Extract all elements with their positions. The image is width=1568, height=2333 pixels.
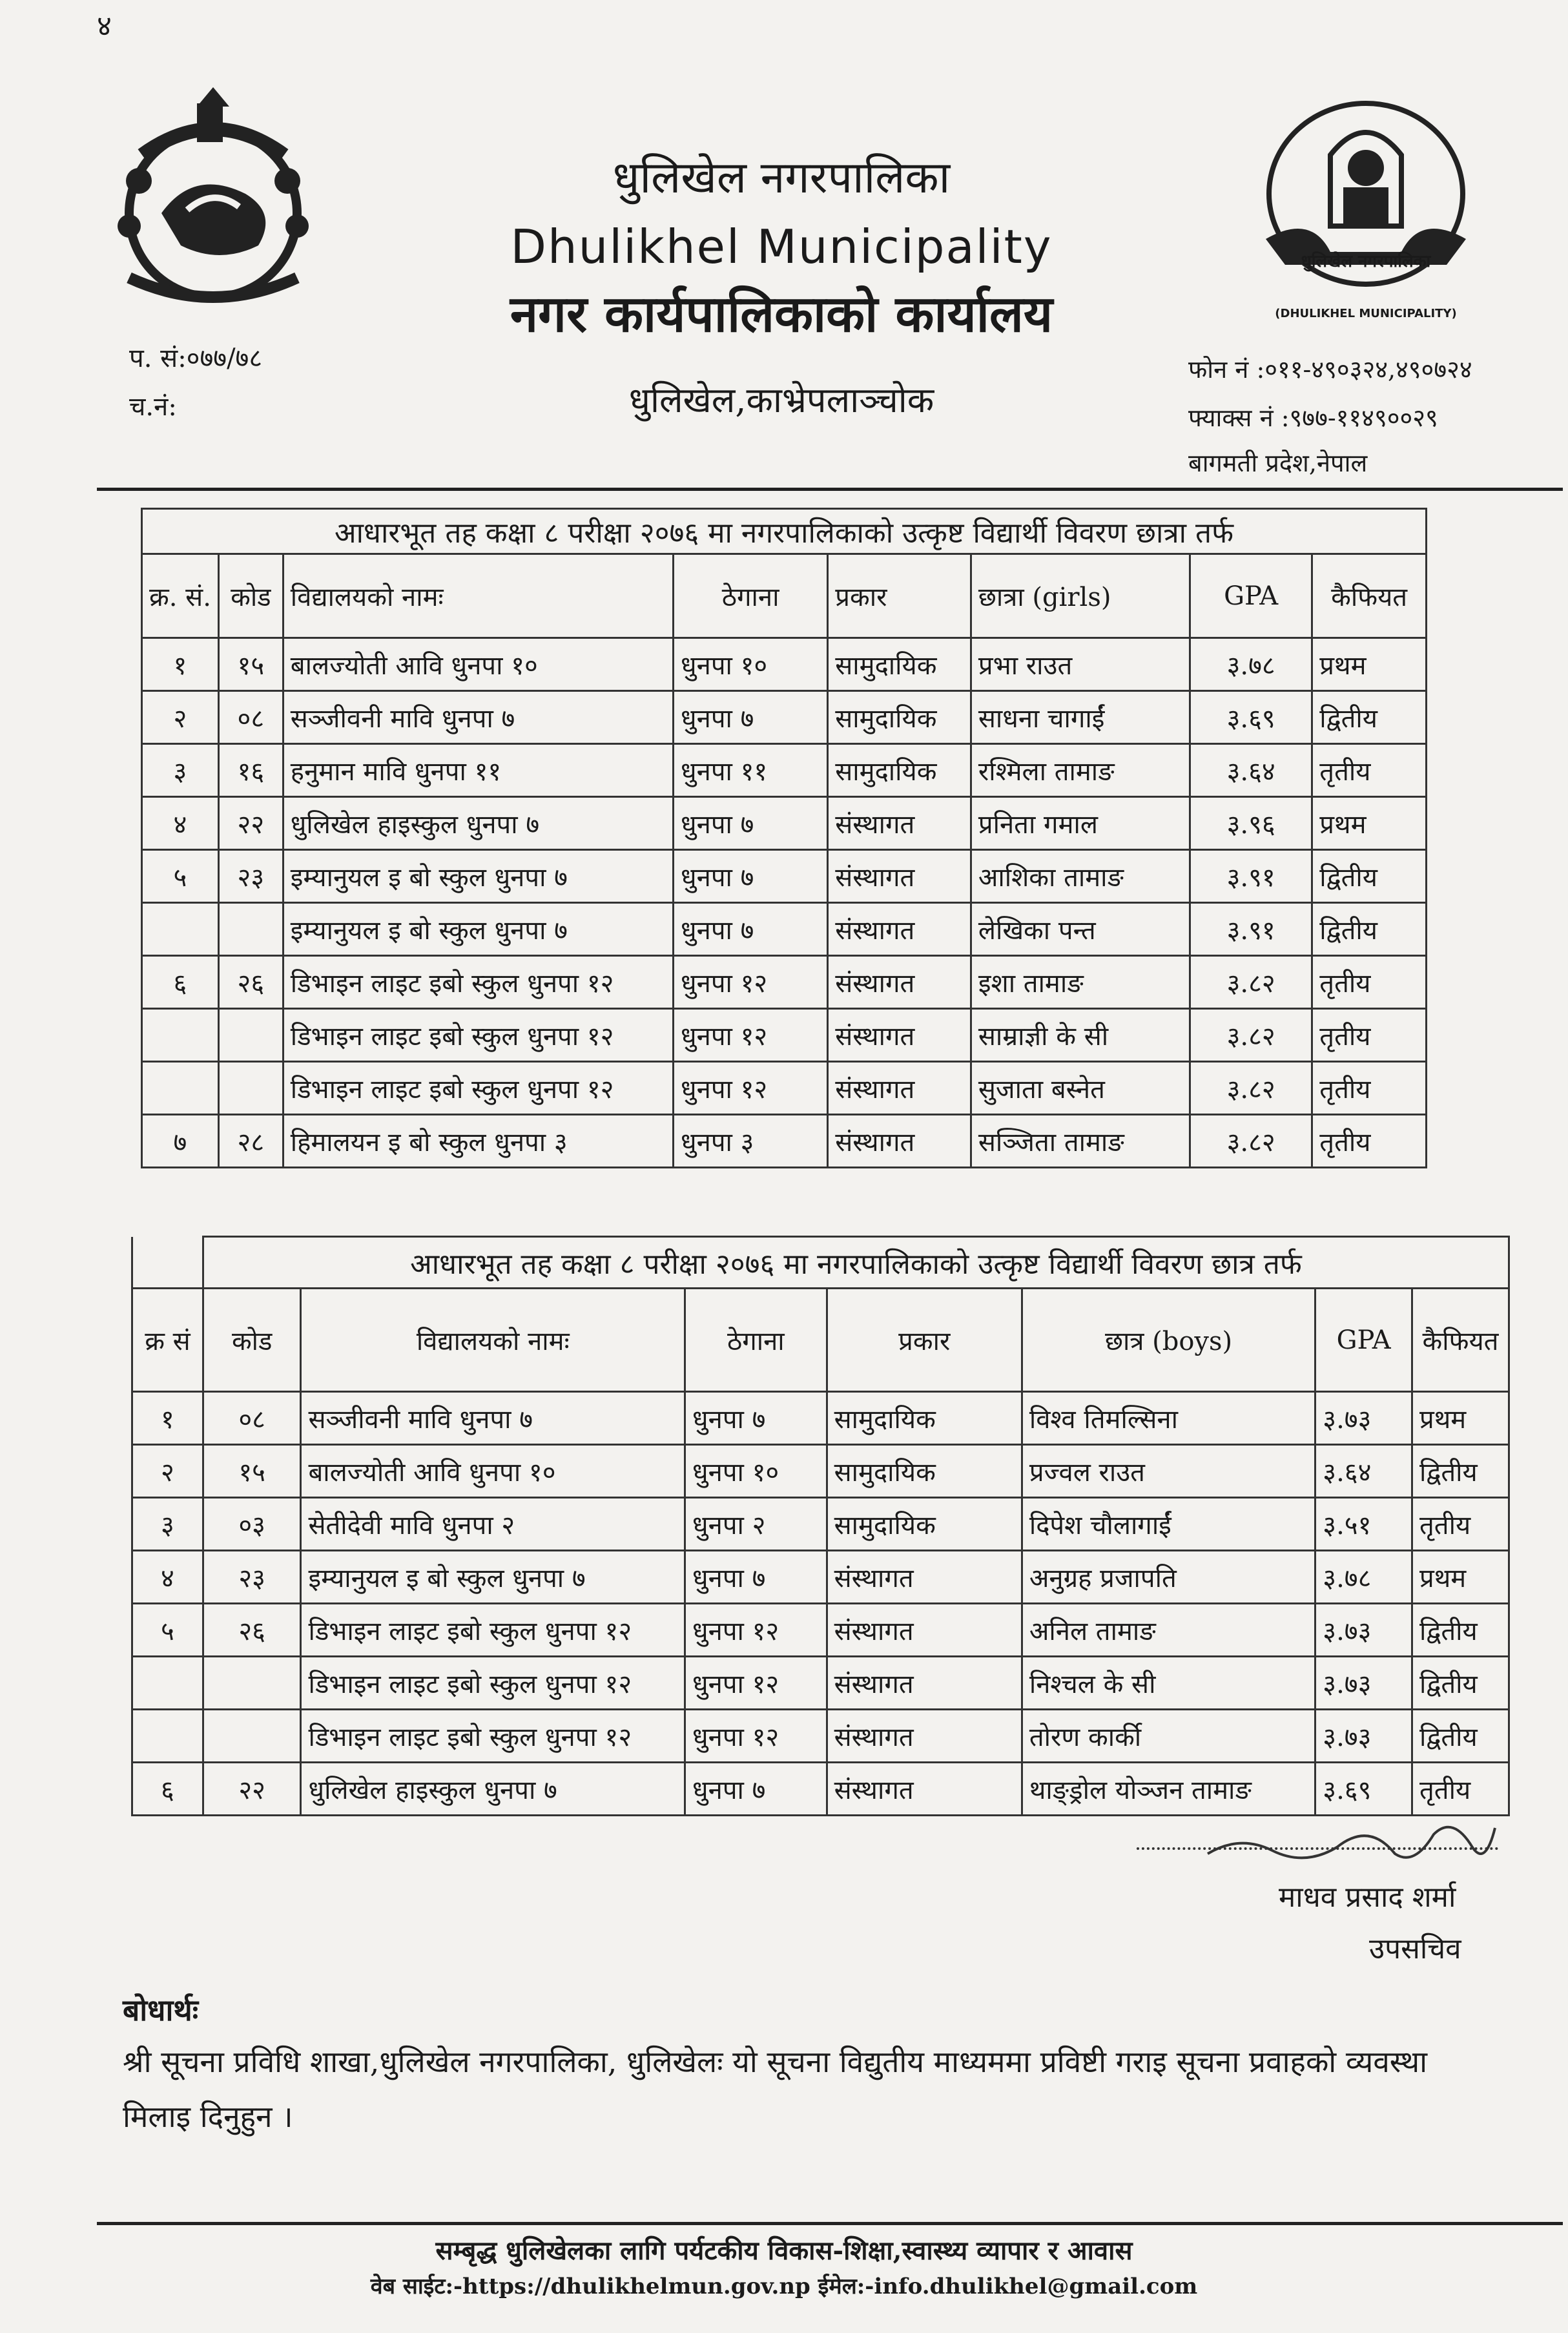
table-cell: ३.६४ bbox=[1190, 744, 1312, 797]
table-cell: २२ bbox=[218, 797, 283, 850]
table-cell: धुनपा १२ bbox=[674, 956, 828, 1009]
header-rule bbox=[97, 488, 1563, 491]
table-cell: ५ bbox=[132, 1604, 203, 1657]
table-cell: ३.९१ bbox=[1190, 903, 1312, 956]
col-header: ठेगाना bbox=[674, 554, 828, 638]
footer-contact: वेब साईट:-https://dhulikhelmun.gov.np ईमेल:-info.dhulikhel@gmail.com bbox=[370, 2274, 1198, 2299]
col-header: कोड bbox=[218, 554, 283, 638]
table-cell: सामुदायिक bbox=[827, 1445, 1022, 1498]
fax-number: फ्याक्स नं :९७७-११४९००२९ bbox=[1188, 404, 1438, 432]
table-cell: २६ bbox=[218, 956, 283, 1009]
table-cell: सामुदायिक bbox=[828, 638, 971, 691]
table-cell: ३.७३ bbox=[1315, 1392, 1412, 1445]
table-cell: सञ्जिता तामाङ bbox=[971, 1115, 1190, 1168]
table-cell: संस्थागत bbox=[827, 1763, 1022, 1816]
municipality-name-en: Dhulikhel Municipality bbox=[510, 220, 1053, 274]
table-cell: संस्थागत bbox=[827, 1657, 1022, 1710]
col-header: प्रकार bbox=[827, 1289, 1022, 1392]
table-cell: द्वितीय bbox=[1412, 1445, 1509, 1498]
table-cell: ३.७८ bbox=[1190, 638, 1312, 691]
signatory-name: माधव प्रसाद शर्मा bbox=[1279, 1881, 1456, 1914]
table-cell bbox=[203, 1710, 301, 1763]
table-row bbox=[142, 1115, 1427, 1168]
table-cell: थाङ्ड्रोल योञ्जन तामाङ bbox=[1022, 1763, 1315, 1816]
table-cell: द्वितीय bbox=[1312, 850, 1427, 903]
col-header: प्रकार bbox=[828, 554, 971, 638]
table-cell: १ bbox=[142, 638, 219, 691]
table-cell: तृतीय bbox=[1312, 956, 1427, 1009]
table-cell: प्रज्वल राउत bbox=[1022, 1445, 1315, 1498]
table-row bbox=[132, 1657, 1509, 1710]
table-cell: ३.७८ bbox=[1315, 1551, 1412, 1604]
table-cell: तृतीय bbox=[1312, 1062, 1427, 1115]
table-cell: संस्थागत bbox=[828, 797, 971, 850]
table-cell: साधना चागाईं bbox=[971, 691, 1190, 744]
table-cell: सामुदायिक bbox=[828, 744, 971, 797]
table-cell: धुनपा ७ bbox=[685, 1763, 827, 1816]
table-cell: सामुदायिक bbox=[828, 691, 971, 744]
table-cell: इम्यानुयल इ बो स्कुल धुनपा ७ bbox=[283, 903, 673, 956]
table-cell: विश्व तिमल्सिना bbox=[1022, 1392, 1315, 1445]
boys-table-title: आधारभूत तह कक्षा ८ परीक्षा २०७६ मा नगरपालिकाको उत्कृष्ट विद्यार्थी विवरण छात्र तर्फ bbox=[203, 1237, 1509, 1289]
table-row bbox=[132, 1498, 1509, 1551]
table-row bbox=[142, 850, 1427, 903]
table-cell: धुनपा ७ bbox=[674, 850, 828, 903]
table-cell: धुलिखेल हाइस्कुल धुनपा ७ bbox=[301, 1763, 685, 1816]
girls-results-table bbox=[141, 508, 1427, 1168]
signature-scribble-icon bbox=[1201, 1809, 1498, 1873]
table-cell: सामुदायिक bbox=[827, 1392, 1022, 1445]
logo-caption-np: धुलिखेल नगरपालिका bbox=[1301, 252, 1431, 271]
table-cell: सञ्जीवनी मावि धुनपा ७ bbox=[283, 691, 673, 744]
table-cell: १५ bbox=[218, 638, 283, 691]
table-row bbox=[142, 1009, 1427, 1062]
col-header: कैफियत bbox=[1412, 1289, 1509, 1392]
table-cell: प्रथम bbox=[1412, 1392, 1509, 1445]
boys-table-header bbox=[132, 1289, 1509, 1392]
table-row bbox=[142, 956, 1427, 1009]
table-cell: ०८ bbox=[218, 691, 283, 744]
table-cell: १ bbox=[132, 1392, 203, 1445]
table-cell: सुजाता बस्नेत bbox=[971, 1062, 1190, 1115]
office-name: नगर कार्यपालिकाको कार्यालय bbox=[510, 285, 1053, 344]
table-cell: ३.६४ bbox=[1315, 1445, 1412, 1498]
nepal-emblem-icon bbox=[90, 84, 336, 316]
table-cell: २२ bbox=[203, 1763, 301, 1816]
table-cell: तृतीय bbox=[1312, 744, 1427, 797]
signatory-title: उपसचिव bbox=[1369, 1933, 1461, 1965]
table-row bbox=[132, 1551, 1509, 1604]
page-number: ४ bbox=[97, 10, 112, 43]
table-cell: अनुग्रह प्रजापति bbox=[1022, 1551, 1315, 1604]
table-cell bbox=[142, 903, 219, 956]
table-cell: १६ bbox=[218, 744, 283, 797]
col-header: छात्रा (girls) bbox=[971, 554, 1190, 638]
table-cell: द्वितीय bbox=[1412, 1657, 1509, 1710]
table-cell: हिमालयन इ बो स्कुल धुनपा ३ bbox=[283, 1115, 673, 1168]
table-cell: दिपेश चौलागाईं bbox=[1022, 1498, 1315, 1551]
table-cell: ५ bbox=[142, 850, 219, 903]
table-cell: धुनपा ७ bbox=[674, 691, 828, 744]
table-cell: द्वितीय bbox=[1412, 1604, 1509, 1657]
table-cell: इशा तामाङ bbox=[971, 956, 1190, 1009]
col-header: ठेगाना bbox=[685, 1289, 827, 1392]
table-row bbox=[132, 1445, 1509, 1498]
table-cell: धुनपा ७ bbox=[685, 1392, 827, 1445]
table-cell: धुनपा २ bbox=[685, 1498, 827, 1551]
table-cell bbox=[132, 1657, 203, 1710]
footer-rule bbox=[97, 2222, 1563, 2225]
col-header: कैफियत bbox=[1312, 554, 1427, 638]
table-cell: २६ bbox=[203, 1604, 301, 1657]
office-address: धुलिखेल,काभ्रेपलाञ्चोक bbox=[628, 380, 934, 420]
table-cell: तोरण कार्की bbox=[1022, 1710, 1315, 1763]
table-cell: डिभाइन लाइट इबो स्कुल धुनपा १२ bbox=[301, 1657, 685, 1710]
table-cell: ३.७३ bbox=[1315, 1657, 1412, 1710]
table-cell bbox=[218, 1062, 283, 1115]
table-cell: धुनपा १२ bbox=[685, 1657, 827, 1710]
table-cell: प्रभा राउत bbox=[971, 638, 1190, 691]
col-header: GPA bbox=[1315, 1289, 1412, 1392]
table-cell: धुनपा ७ bbox=[674, 797, 828, 850]
table-cell: ७ bbox=[142, 1115, 219, 1168]
table-cell: सेतीदेवी मावि धुनपा २ bbox=[301, 1498, 685, 1551]
table-cell: तृतीय bbox=[1412, 1498, 1509, 1551]
table-cell: धुनपा १२ bbox=[674, 1009, 828, 1062]
table-row bbox=[132, 1604, 1509, 1657]
table-cell: ३.९१ bbox=[1190, 850, 1312, 903]
table-cell: संस्थागत bbox=[828, 956, 971, 1009]
table-cell: धुनपा १२ bbox=[685, 1710, 827, 1763]
table-cell: प्रथम bbox=[1412, 1551, 1509, 1604]
signature-line bbox=[1137, 1847, 1498, 1851]
table-cell: निश्चल के सी bbox=[1022, 1657, 1315, 1710]
table-cell: धुनपा १० bbox=[674, 638, 828, 691]
table-cell: सञ्जीवनी मावि धुनपा ७ bbox=[301, 1392, 685, 1445]
col-header: GPA bbox=[1190, 554, 1312, 638]
table-cell: ३.८२ bbox=[1190, 1009, 1312, 1062]
table-cell: संस्थागत bbox=[827, 1551, 1022, 1604]
phone-number: फोन नं :०११-४९०३२४,४९०७२४ bbox=[1188, 355, 1472, 384]
table-cell: बालज्योती आवि धुनपा १० bbox=[301, 1445, 685, 1498]
table-cell: २ bbox=[142, 691, 219, 744]
table-cell: द्वितीय bbox=[1312, 691, 1427, 744]
table-cell: प्रथम bbox=[1312, 797, 1427, 850]
table-cell: ३ bbox=[142, 744, 219, 797]
table-row bbox=[142, 638, 1427, 691]
table-cell: लेखिका पन्त bbox=[971, 903, 1190, 956]
girls-table-header bbox=[142, 554, 1427, 638]
table-cell: ३.८२ bbox=[1190, 956, 1312, 1009]
table-row bbox=[142, 691, 1427, 744]
reference-number: प. सं:०७७/७८ bbox=[129, 344, 263, 373]
municipality-name-np: धुलिखेल नगरपालिका bbox=[612, 152, 951, 203]
table-row bbox=[142, 1062, 1427, 1115]
table-cell: १५ bbox=[203, 1445, 301, 1498]
table-cell: तृतीय bbox=[1312, 1009, 1427, 1062]
table-row bbox=[132, 1710, 1509, 1763]
table-cell: ३.६९ bbox=[1190, 691, 1312, 744]
table-cell: आशिका तामाङ bbox=[971, 850, 1190, 903]
table-cell: तृतीय bbox=[1312, 1115, 1427, 1168]
notice-text: श्री सूचना प्रविधि शाखा,धुलिखेल नगरपालिका, धुलिखेलः यो सूचना विद्युतीय माध्यममा प्रविष्टी गराइ सूचना प्रवाहको व्यवस्था मिलाइ दिनुहुन । bbox=[123, 2044, 1428, 2134]
table-cell: ४ bbox=[132, 1551, 203, 1604]
table-cell: डिभाइन लाइट इबो स्कुल धुनपा १२ bbox=[301, 1604, 685, 1657]
logo-caption-en: (DHULIKHEL MUNICIPALITY) bbox=[1275, 307, 1457, 320]
table-cell bbox=[203, 1657, 301, 1710]
dispatch-number: च.नं: bbox=[129, 392, 177, 422]
table-cell: २३ bbox=[218, 850, 283, 903]
table-cell: संस्थागत bbox=[828, 903, 971, 956]
table-cell: धुनपा १० bbox=[685, 1445, 827, 1498]
table-cell: धुनपा ७ bbox=[685, 1551, 827, 1604]
table-cell: ३.६९ bbox=[1315, 1763, 1412, 1816]
table-cell: ४ bbox=[142, 797, 219, 850]
footer-slogan: सम्बृद्ध धुलिखेलका लागि पर्यटकीय विकास-शिक्षा,स्वास्थ्य व्यापार र आवास bbox=[435, 2235, 1133, 2266]
table-cell: संस्थागत bbox=[828, 1115, 971, 1168]
table-cell bbox=[142, 1009, 219, 1062]
table-cell: बालज्योती आवि धुनपा १० bbox=[283, 638, 673, 691]
col-header: कोड bbox=[203, 1289, 301, 1392]
table-cell: ३.५१ bbox=[1315, 1498, 1412, 1551]
table-cell: २३ bbox=[203, 1551, 301, 1604]
table-cell: ३ bbox=[132, 1498, 203, 1551]
table-cell bbox=[218, 903, 283, 956]
table-cell: द्वितीय bbox=[1312, 903, 1427, 956]
table-cell: ०३ bbox=[203, 1498, 301, 1551]
table-cell: हनुमान मावि धुनपा ११ bbox=[283, 744, 673, 797]
table-cell: ३.९६ bbox=[1190, 797, 1312, 850]
table-cell: धुनपा ११ bbox=[674, 744, 828, 797]
table-cell: डिभाइन लाइट इबो स्कुल धुनपा १२ bbox=[301, 1710, 685, 1763]
table-cell: प्रनिता गमाल bbox=[971, 797, 1190, 850]
table-cell: ३.७३ bbox=[1315, 1710, 1412, 1763]
table-row bbox=[132, 1763, 1509, 1816]
table-cell: ०८ bbox=[203, 1392, 301, 1445]
table-row bbox=[142, 797, 1427, 850]
municipality-logo-icon bbox=[1253, 97, 1479, 329]
table-cell: तृतीय bbox=[1412, 1763, 1509, 1816]
table-cell: साम्राज्ञी के सी bbox=[971, 1009, 1190, 1062]
table-cell: संस्थागत bbox=[827, 1710, 1022, 1763]
table-cell bbox=[142, 1062, 219, 1115]
table-cell: ३.८२ bbox=[1190, 1115, 1312, 1168]
table-cell: संस्थागत bbox=[828, 1009, 971, 1062]
col-header: विद्यालयको नामः bbox=[301, 1289, 685, 1392]
table-cell: ३.८२ bbox=[1190, 1062, 1312, 1115]
table-cell: डिभाइन लाइट इबो स्कुल धुनपा १२ bbox=[283, 1062, 673, 1115]
table-cell bbox=[218, 1009, 283, 1062]
table-cell: द्वितीय bbox=[1412, 1710, 1509, 1763]
province-text: बागमती प्रदेश,नेपाल bbox=[1188, 449, 1368, 477]
table-cell: इम्यानुयल इ बो स्कुल धुनपा ७ bbox=[283, 850, 673, 903]
boys-results-table bbox=[131, 1236, 1510, 1816]
table-cell: धुनपा ३ bbox=[674, 1115, 828, 1168]
table-cell: ६ bbox=[142, 956, 219, 1009]
table-cell: डिभाइन लाइट इबो स्कुल धुनपा १२ bbox=[283, 1009, 673, 1062]
girls-table-title: आधारभूत तह कक्षा ८ परीक्षा २०७६ मा नगरपालिकाको उत्कृष्ट विद्यार्थी विवरण छात्रा तर्फ bbox=[142, 509, 1427, 554]
table-cell: संस्थागत bbox=[828, 850, 971, 903]
table-cell: संस्थागत bbox=[827, 1604, 1022, 1657]
table-cell: धुनपा १२ bbox=[685, 1604, 827, 1657]
table-cell: रश्मिला तामाङ bbox=[971, 744, 1190, 797]
table-cell: धुनपा १२ bbox=[674, 1062, 828, 1115]
col-header: क्र सं bbox=[132, 1289, 203, 1392]
table-cell: प्रथम bbox=[1312, 638, 1427, 691]
table-cell: धुलिखेल हाइस्कुल धुनपा ७ bbox=[283, 797, 673, 850]
table-cell bbox=[132, 1710, 203, 1763]
table-cell: संस्थागत bbox=[828, 1062, 971, 1115]
table-cell: २८ bbox=[218, 1115, 283, 1168]
table-row bbox=[142, 903, 1427, 956]
table-row bbox=[132, 1392, 1509, 1445]
table-cell: डिभाइन लाइट इबो स्कुल धुनपा १२ bbox=[283, 956, 673, 1009]
table-cell: धुनपा ७ bbox=[674, 903, 828, 956]
notice-label: बोधार्थः bbox=[123, 1993, 199, 2027]
col-header: छात्र (boys) bbox=[1022, 1289, 1315, 1392]
col-header: क्र. सं. bbox=[142, 554, 219, 638]
table-cell: ६ bbox=[132, 1763, 203, 1816]
table-cell: २ bbox=[132, 1445, 203, 1498]
table-cell: सामुदायिक bbox=[827, 1498, 1022, 1551]
col-header: विद्यालयको नामः bbox=[283, 554, 673, 638]
table-cell: ३.७३ bbox=[1315, 1604, 1412, 1657]
table-cell: इम्यानुयल इ बो स्कुल धुनपा ७ bbox=[301, 1551, 685, 1604]
table-cell: अनिल तामाङ bbox=[1022, 1604, 1315, 1657]
table-row bbox=[142, 744, 1427, 797]
